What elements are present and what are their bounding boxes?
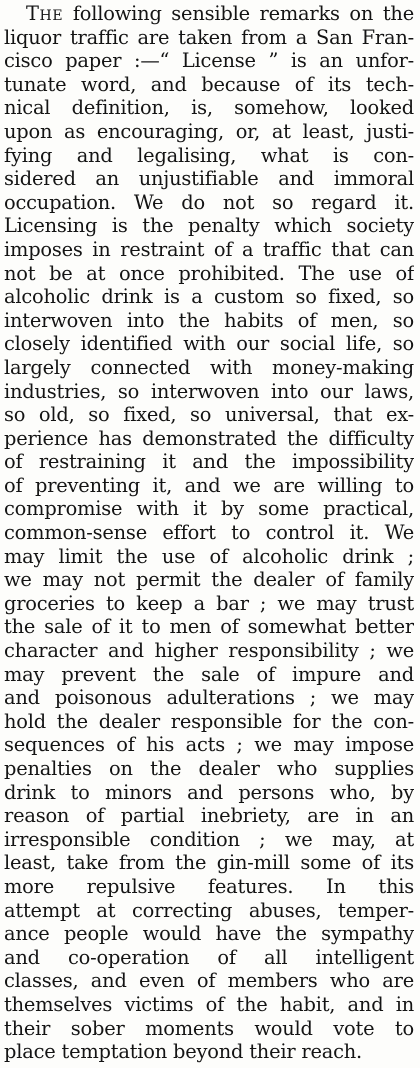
article-line: Licensing is the penalty which society — [4, 214, 414, 238]
article-line: irresponsible condition ; we may, at — [4, 827, 414, 851]
article-line: penalties on the dealer who supplies — [4, 757, 414, 780]
article-line: alcoholic drink is a custom so fixed, so — [4, 285, 414, 309]
article-line: cisco paper :—“ License ” is an unfor- — [4, 49, 414, 73]
article-line: groceries to keep a bar ; we may trust — [4, 591, 414, 615]
article-line: upon as encouraging, or, at least, justi- — [4, 119, 414, 143]
article-line: their sober moments would vote to — [4, 1016, 414, 1040]
article-line: character and higher responsibility ; we — [4, 639, 414, 663]
article-line: sequences of his acts ; we may impose — [4, 733, 414, 757]
article-line: so old, so fixed, so universal, that ex- — [4, 403, 414, 427]
article-line: ance people would have the sympathy — [4, 922, 414, 946]
article-line: place temptation beyond their reach. — [4, 1040, 363, 1064]
article-line: fying and legalising, what is con- — [4, 143, 414, 167]
first-line-text: following sensible remarks on the — [72, 2, 414, 25]
article-line: imposes in restraint of a traffic that can — [4, 237, 414, 261]
article-line: themselves victims of the habit, and in — [4, 992, 414, 1016]
article-line: common-sense effort to control it. We — [4, 521, 414, 545]
article-line: attempt at correcting abuses, temper- — [4, 898, 414, 922]
article-line: classes, and even of members who are — [4, 969, 414, 993]
article-line: liquor traffic are taken from a San Fran- — [4, 25, 414, 49]
article-line: sidered an unjustifiable and immoral — [4, 167, 414, 191]
article-line: reason of partial inebriety, are in an — [4, 804, 414, 828]
article-line: and poisonous adulterations ; we may — [4, 686, 414, 710]
article-line: occupation. We do not so regard it. — [4, 190, 414, 214]
article-line: may limit the use of alcoholic drink ; — [4, 544, 414, 568]
article-line: closely identified with our social life, so — [4, 332, 414, 356]
article-line: more repulsive features. In this — [4, 874, 414, 898]
article-line: hold the dealer responsible for the con- — [4, 709, 414, 733]
article-line: least, take from the gin-mill some of its — [4, 851, 414, 875]
article-line: largely connected with money-making — [4, 355, 414, 379]
article-line — [4, 2, 414, 26]
article-line: tunate word, and because of its tech- — [4, 72, 414, 96]
article-line: may prevent the sale of impure and — [4, 662, 414, 686]
article-line: drink to minors and persons who, by — [4, 780, 414, 804]
article-line: and co-operation of all intelligent — [4, 945, 414, 969]
article-line: compromise with it by some practical, — [4, 497, 414, 521]
article-line: of preventing it, and we are willing to — [4, 473, 414, 497]
article-line: interwoven into the habits of men, so — [4, 308, 414, 332]
article-line: industries, so interwoven into our laws, — [4, 379, 414, 403]
article-line: nical definition, is, somehow, looked — [4, 96, 414, 120]
lead-word: The — [26, 2, 64, 25]
article-line: not be at once prohibited. The use of — [4, 261, 414, 285]
article-line: of restraining it and the impossibility — [4, 450, 414, 474]
article-line: perience has demonstrated the difficulty — [4, 426, 414, 450]
article-line: the sale of it to men of somewhat better — [4, 615, 414, 639]
article-line: we may not permit the dealer of family — [4, 568, 414, 592]
